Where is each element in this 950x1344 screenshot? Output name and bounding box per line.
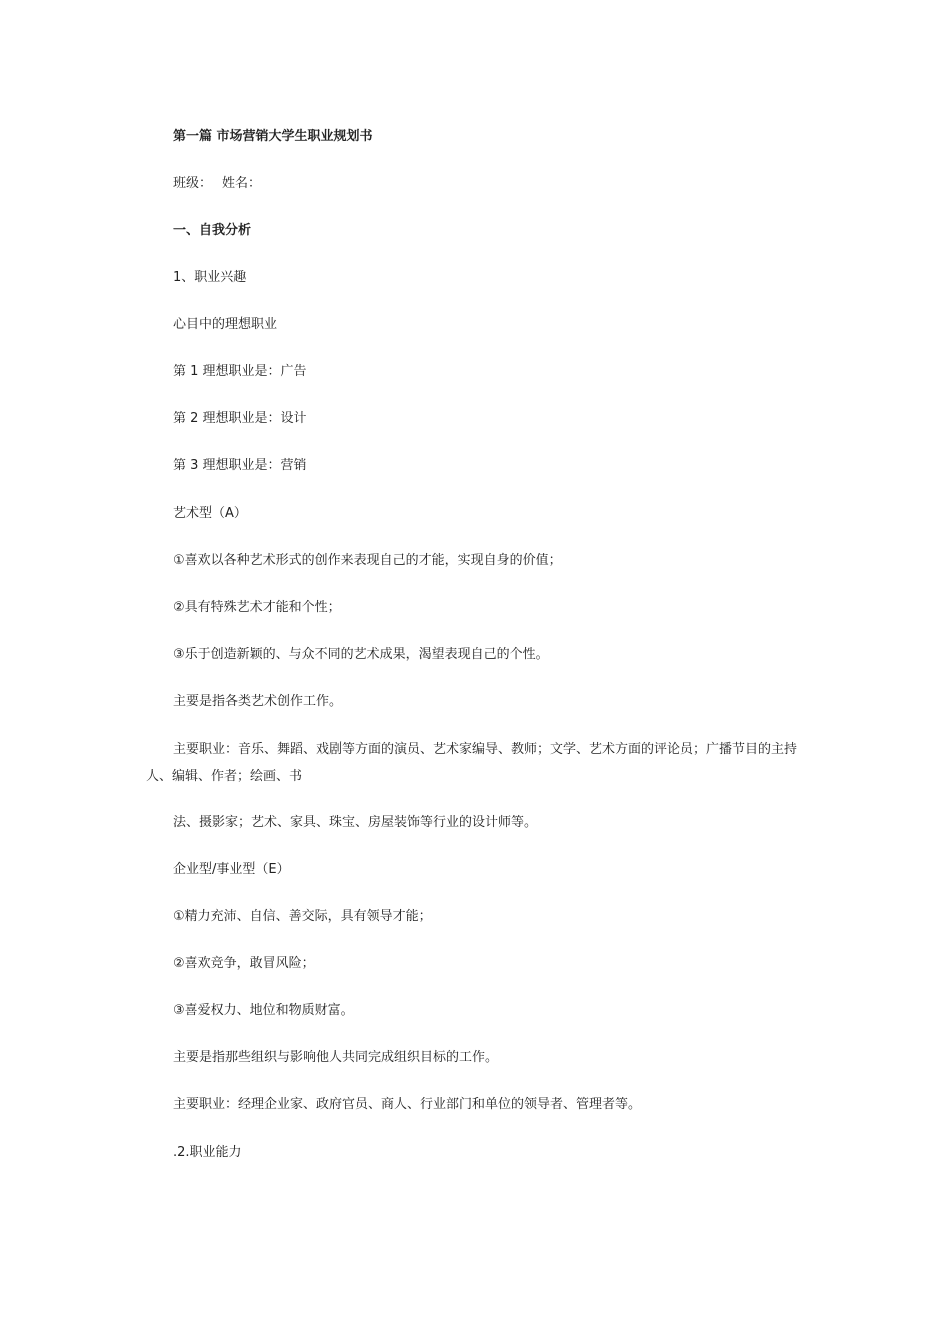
enterprising-trait-2: ②喜欢竞争，敢冒风险； [173, 956, 315, 971]
ideal-career-1: 第 1 理想职业是：广告 [173, 364, 307, 379]
artistic-trait-1: ①喜欢以各种艺术形式的创作来表现自己的才能，实现自身的价值； [173, 553, 562, 568]
section-heading-self-analysis: 一、自我分析 [173, 223, 252, 238]
class-name-line [173, 176, 261, 192]
ideal-career-heading: 心目中的理想职业 [173, 317, 278, 332]
name-label: 姓名： [222, 176, 262, 191]
enterprising-trait-3: ③喜爱权力、地位和物质财富。 [173, 1003, 354, 1018]
subheading-career-interest: 1、职业兴趣 [173, 270, 247, 285]
ideal-career-3: 第 3 理想职业是：营销 [173, 458, 307, 473]
artistic-main-jobs-continued: 法、摄影家；艺术、家具、珠宝、房屋装饰等行业的设计师等。 [173, 815, 538, 830]
artistic-main-work: 主要是指各类艺术创作工作。 [173, 694, 343, 709]
artistic-trait-3: ③乐于创造新颖的、与众不同的艺术成果，渴望表现自己的个性。 [173, 647, 549, 662]
ideal-career-2: 第 2 理想职业是：设计 [173, 411, 307, 426]
artistic-main-jobs: 主要职业：音乐、舞蹈、戏剧等方面的演员、艺术家编导、教师；文学、艺术方面的评论员；广播节目的主持人、编辑、作者；绘画、书 [146, 742, 798, 784]
enterprising-main-jobs: 主要职业：经理企业家、政府官员、商人、行业部门和单位的领导者、管理者等。 [173, 1097, 642, 1112]
subheading-career-ability: .2.职业能力 [173, 1145, 242, 1160]
artistic-trait-2: ②具有特殊艺术才能和个性； [173, 600, 341, 615]
class-label: 班级： [173, 176, 213, 191]
enterprising-type-heading: 企业型/事业型（E） [173, 862, 290, 877]
document-title: 第一篇 市场营销大学生职业规划书 [173, 129, 373, 144]
artistic-type-heading: 艺术型（A） [173, 506, 247, 521]
enterprising-trait-1: ①精力充沛、自信、善交际，具有领导才能； [173, 909, 432, 924]
enterprising-main-work: 主要是指那些组织与影响他人共同完成组织目标的工作。 [173, 1050, 499, 1065]
